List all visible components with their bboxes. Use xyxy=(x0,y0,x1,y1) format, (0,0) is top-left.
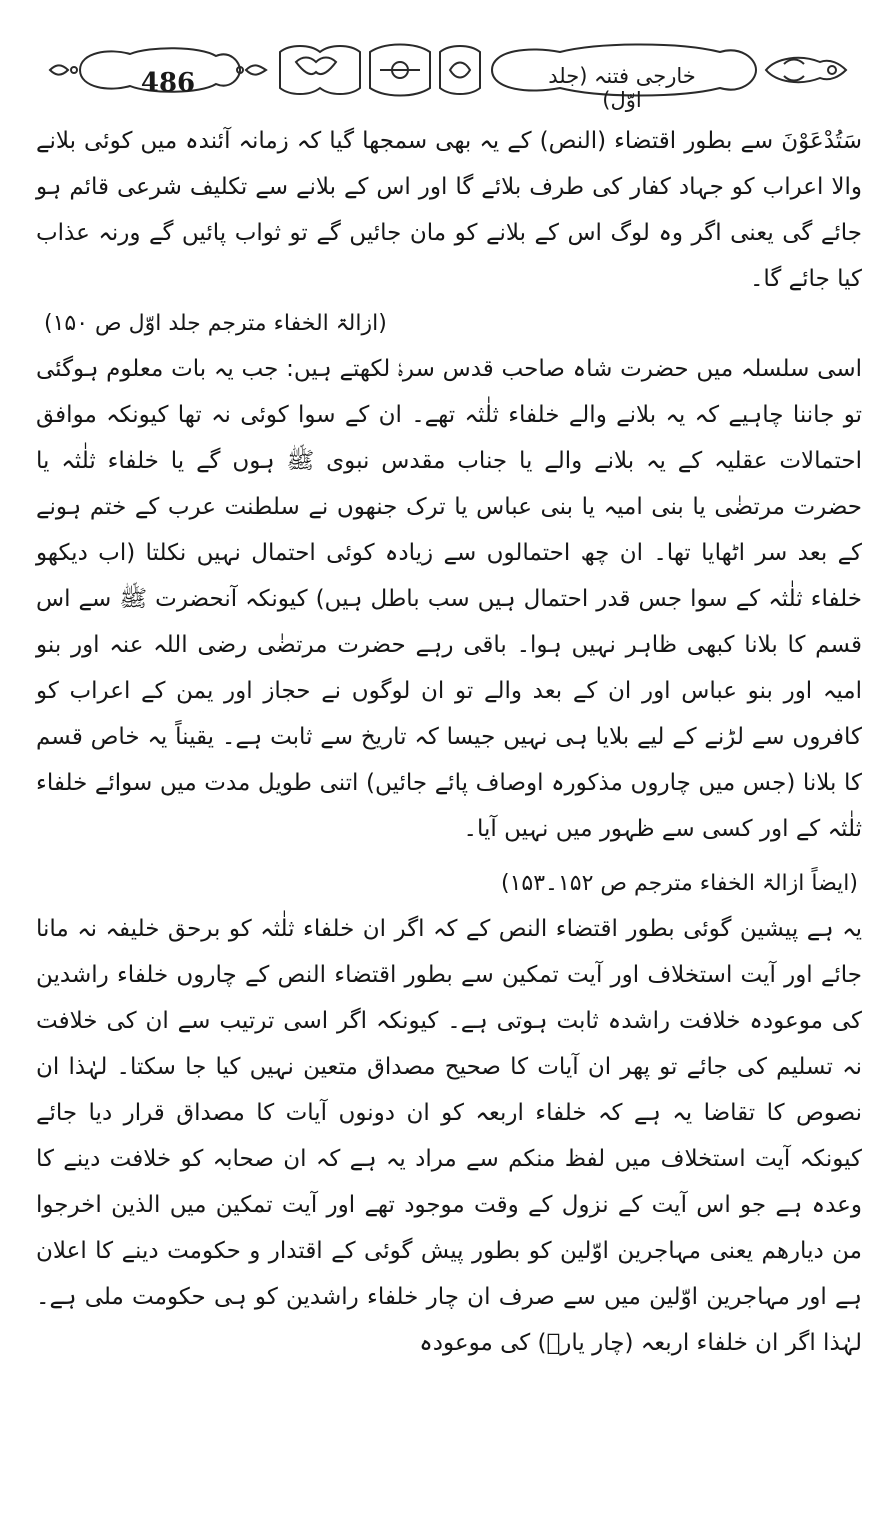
paragraph-1: سَتُدْعَوْنَ سے بطور اقتضاء (النص) کے یہ بھی سمجھا گیا کہ زمانہ آئندہ میں کوئی بلانے والا اعراب کو جہاد کفار کی طرف بلائے گا اور اس کے بلانے سے تکلیف شرعی قائم ہو جائے گی یعنی اگر وہ لوگ اس کے بلانے کو مان جائیں گے تو ثواب پائیں گے ورنہ عذاب کیا جائے گا۔ xyxy=(36,128,862,292)
paragraph-3: یہ ہے پیشین گوئی بطور اقتضاء النص کے کہ اگر ان خلفاء ثلٰثہ کو برحق خلیفہ نہ مانا جائے اور آیت استخلاف اور آیت تمکین سے بطور اقتضاء النص کے چاروں خلفاء راشدین کی موعودہ خلافت راشدہ ثابت ہوتی ہے۔ کیونکہ اگر اسی ترتیب سے ان کی خلافت نہ تسلیم کی جائے تو پھر ان آیات کا صحیح مصداق متعین نہیں کیا جا سکتا۔ لہٰذا ان نصوص کا تقاضا یہ ہے کہ خلفاء اربعہ کو ان دونوں آیات کا مصداق قرار دیا جائے کیونکہ آیت استخلاف میں لفظ منکم سے مراد یہ ہے کہ ان صحابہ کو خلافت دینے کا وعدہ ہے جو اس آیت کے نزول کے وقت موجود تھے اور آیت تمکین میں الذین اخرجوا من دیارھم یعنی مہاجرین اوّلین کو بطور پیش گوئی کے اقتدار و حکومت دینے کا اعلان ہے اور مہاجرین اوّلین میں سے صرف ان چار خلفاء راشدین کو ہی حکومت ملی ہے۔ لہٰذا اگر ان خلفاء اربعہ (چار یارؓ) کی موعودہ xyxy=(36,916,862,1356)
page-number: 486 xyxy=(140,68,196,98)
paragraph-2: اسی سلسلہ میں حضرت شاہ صاحب قدس سرہٗ لکھتے ہیں: جب یہ بات معلوم ہوگئی تو جاننا چاہیے کہ یہ بلانے والے خلفاء ثلٰثہ تھے۔ ان کے سوا کوئی نہ تھا کیونکہ موافق احتمالات عقلیہ کے یہ بلانے والے یا جناب مقدس نبوی ﷺ ہوں گے یا خلفاء ثلٰثہ یا حضرت مرتضٰی یا بنی امیہ یا بنی عباس یا ترک جنھوں نے سلطنت عرب کے ختم ہونے کے بعد سر اٹھایا تھا۔ ان چھ احتمالوں سے زیادہ کوئی احتمال نہیں نکلتا (اب دیکھو خلفاء ثلٰثہ کے سوا جس قدر احتمال ہیں سب باطل ہیں) کیونکہ آنحضرت ﷺ سے اس قسم کا بلانا کبھی ظاہر نہیں ہوا۔ باقی رہے حضرت مرتضٰی رضی اللہ عنہ اور بنو امیہ اور بنو عباس اور ان کے بعد والے تو ان لوگوں نے حجاز اور یمن کے اعراب کو کافروں سے لڑنے کے لیے بلایا ہی نہیں جیسا کہ تاریخ سے ثابت ہے۔ یقیناً یہ خاص قسم کا بلانا (جس میں چاروں مذکورہ اوصاف پائے جائیں) اتنی طویل مدت میں سوائے خلفاء ثلٰثہ کے اور کسی سے ظہور میں نہیں آیا۔ xyxy=(36,356,862,842)
reference-1: (ازالۃ الخفاء مترجم جلد اوّل ص ۱۵۰) xyxy=(44,311,387,336)
book-title: خارجی فتنہ (جلد اوّل) xyxy=(548,64,696,112)
ornamental-header xyxy=(40,22,860,112)
header-ornament-frame xyxy=(40,22,860,112)
reference-2: (ایضاً ازالۃ الخفاء مترجم ص ۱۵۲۔۱۵۳) xyxy=(501,871,858,896)
page-body xyxy=(36,118,862,1366)
paragraph-gap xyxy=(36,852,862,862)
